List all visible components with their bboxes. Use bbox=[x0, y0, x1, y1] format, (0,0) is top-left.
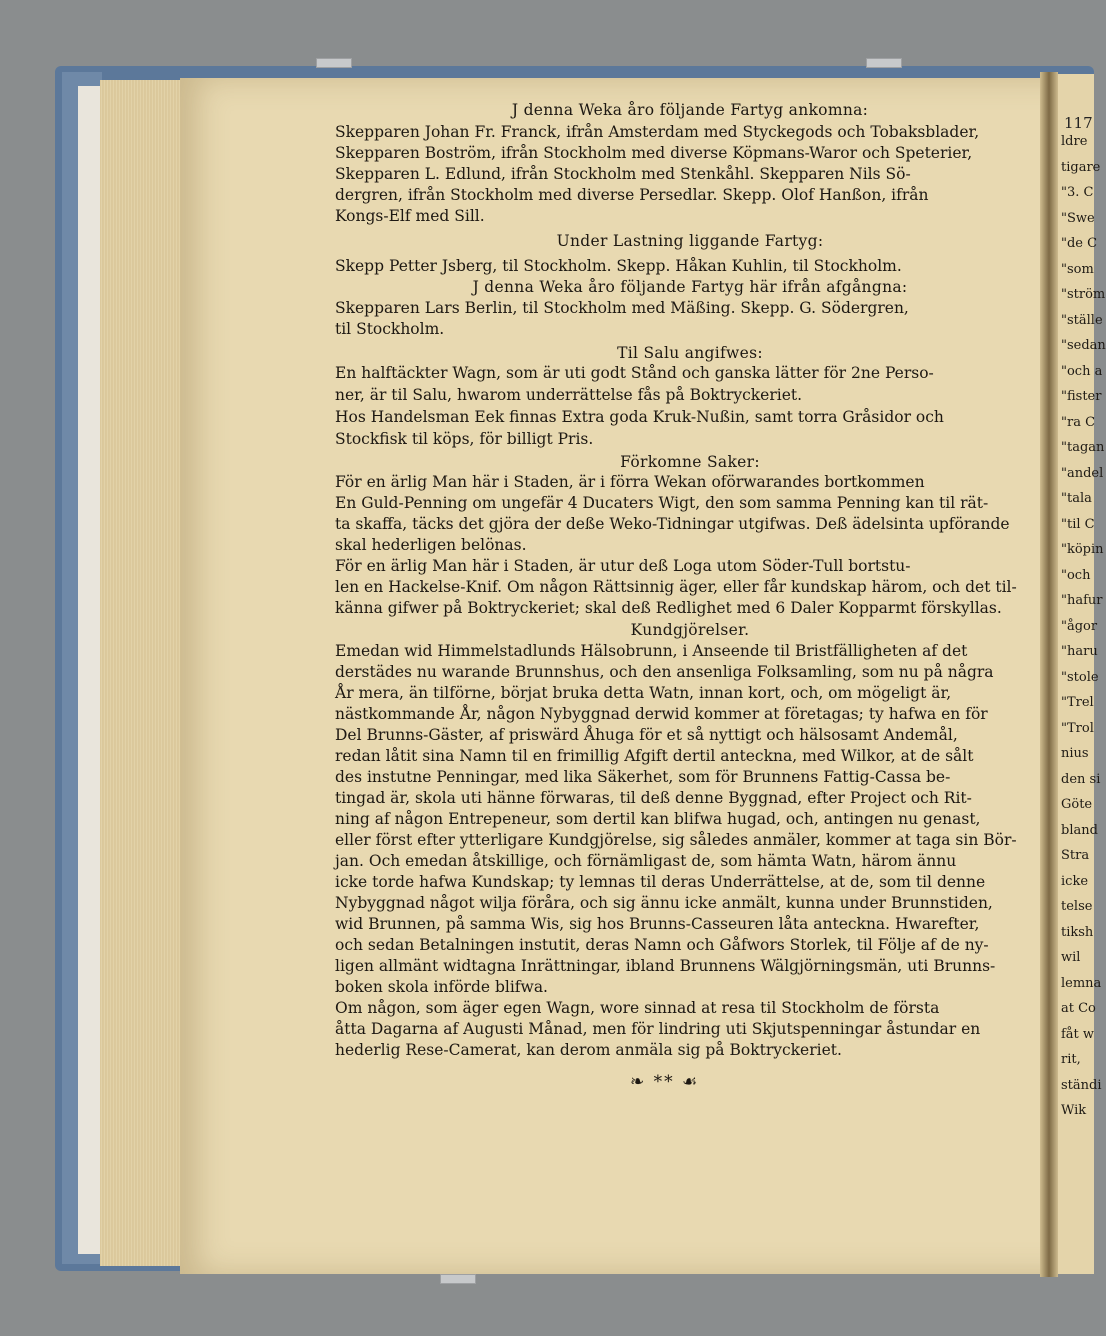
text-line: Stockfisk til köps, för billigt Pris. bbox=[335, 430, 594, 448]
facing-page-fragment: "3. C bbox=[1061, 185, 1094, 200]
text-line: Emedan wid Himmelstadlunds Hälsobrunn, i Anseende til Bristfälligheten af det bbox=[335, 642, 968, 660]
text-line: En Guld-Penning om ungefär 4 Ducaters Wigt, den som samma Penning kan til rät- bbox=[335, 494, 989, 512]
page-clip-bottom bbox=[440, 1274, 476, 1284]
text-line: Hos Handelsman Eek finnas Extra goda Kruk-Nußin, samt torra Gråsidor och bbox=[335, 408, 944, 426]
text-line: Skepparen Boström, ifrån Stockholm med diverse Köpmans-Waror och Speterier, bbox=[335, 144, 973, 162]
facing-page-fragment: ständi bbox=[1061, 1077, 1102, 1093]
facing-page-fragment: "tala bbox=[1061, 491, 1092, 506]
text-line: til Stockholm. bbox=[335, 320, 445, 338]
facing-page-fragment: icke bbox=[1061, 873, 1089, 889]
facing-page-fragment: "Swe bbox=[1061, 210, 1095, 226]
facing-page-fragment: rit, bbox=[1061, 1052, 1081, 1067]
facing-page-fragment: "haru bbox=[1061, 644, 1098, 659]
facing-page-fragment: "Trel bbox=[1061, 695, 1094, 710]
endpaper-edge bbox=[78, 86, 102, 1254]
text-line: redan låtit sina Namn til en frimillig Afgift dertil anteckna, med Wilkor, at de sålt bbox=[335, 747, 974, 765]
page-number: 117 bbox=[1064, 114, 1093, 132]
section-heading: Förkomne Saker: bbox=[620, 453, 760, 471]
section-heading: J denna Weka åro följande Fartyg här ifrån afgångna: bbox=[472, 278, 908, 296]
page-stack bbox=[100, 80, 190, 1266]
facing-page-fragment: "ågor bbox=[1061, 618, 1098, 634]
facing-page-fragment: ldre bbox=[1061, 134, 1088, 149]
text-line: För en ärlig Man här i Staden, är utur deß Loga utom Söder-Tull bortstu- bbox=[335, 557, 911, 575]
facing-page-fragment: lemna bbox=[1061, 975, 1102, 991]
text-line: känna gifwer på Boktryckeriet; skal deß Redlighet med 6 Daler Kopparmt förskyllas. bbox=[335, 599, 1002, 617]
text-line: ner, är til Salu, hwarom underrättelse fås på Boktryckeriet. bbox=[335, 386, 803, 404]
text-line: wid Brunnen, på samma Wis, sig hos Brunns-Casseuren låta anteckna. Hwarefter, bbox=[335, 915, 980, 933]
text-line: År mera, än tilförne, börjat bruka detta Watn, innan kort, och, om mögeligt är, bbox=[335, 684, 952, 702]
facing-page-fragment: "ställe bbox=[1061, 312, 1103, 328]
facing-page-fragment: bland bbox=[1061, 822, 1098, 838]
facing-page-fragment: "som bbox=[1061, 261, 1094, 277]
section-heading: Under Lastning liggande Fartyg: bbox=[556, 232, 824, 250]
text-line: derstädes nu warande Brunnshus, och den ansenliga Folksamling, som nu på några bbox=[335, 663, 994, 681]
facing-page-fragment: "köpin bbox=[1061, 542, 1104, 557]
facing-page-fragment: at Co bbox=[1061, 1001, 1096, 1016]
facing-page-fragment: "stole bbox=[1061, 669, 1099, 685]
facing-page-fragment: "ström bbox=[1061, 287, 1106, 302]
text-line: Skepparen Lars Berlin, til Stockholm med Mäßing. Skepp. G. Södergren, bbox=[335, 299, 909, 317]
facing-page-fragment: "tagan bbox=[1061, 440, 1105, 455]
text-line: Kongs-Elf med Sill. bbox=[335, 207, 485, 225]
text-line: Del Brunns-Gäster, af priswärd Åhuga för et så nyttigt och hälsosamt Andemål, bbox=[335, 726, 958, 744]
facing-page-fragment: "andel bbox=[1061, 465, 1104, 481]
text-line: len en Hackelse-Knif. Om någon Rättsinnig äger, eller får kundskap härom, och det til- bbox=[335, 578, 1017, 596]
facing-page-fragment: tigare bbox=[1061, 159, 1101, 175]
text-line: För en ärlig Man här i Staden, är i förra Wekan oförwarandes bortkommen bbox=[335, 473, 925, 491]
text-line: skal hederligen belönas. bbox=[335, 536, 527, 554]
facing-page-fragment: "til C bbox=[1061, 516, 1095, 532]
text-line: Om någon, som äger egen Wagn, wore sinnad at resa til Stockholm de första bbox=[335, 999, 940, 1017]
text-line: Skepparen L. Edlund, ifrån Stockholm med Stenkåhl. Skepparen Nils Sö- bbox=[335, 165, 911, 183]
facing-page-fragment: Göte bbox=[1061, 797, 1093, 812]
facing-page-fragment: nius bbox=[1061, 746, 1089, 761]
facing-page-fragment: "Trol bbox=[1061, 720, 1094, 736]
facing-page-fragment: "och bbox=[1061, 567, 1091, 583]
text-line: ligen allmänt widtagna Inrättningar, ibland Brunnens Wälgjörningsmän, uti Brunns- bbox=[335, 957, 996, 975]
facing-page-fragment: tiksh bbox=[1061, 924, 1094, 940]
text-line: tingad är, skola uti hänne förwaras, til deß denne Byggnad, efter Project och Rit- bbox=[335, 789, 972, 807]
facing-page-fragment: "ra C bbox=[1061, 414, 1096, 430]
text-line: ta skaffa, täcks det gjöra der deße Weko-Tidningar utgifwas. Deß ädelsinta upförande bbox=[335, 515, 1010, 533]
section-heading: Kundgjörelser. bbox=[630, 621, 750, 639]
facing-page-fragment: wil bbox=[1061, 950, 1081, 965]
facing-page-fragment: den si bbox=[1061, 771, 1101, 787]
text-line: icke torde hafwa Kundskap; ty lemnas til deras Underrättelse, at de, som til denne bbox=[335, 873, 986, 891]
facing-page-fragment: "de C bbox=[1061, 236, 1098, 251]
text-line: Skepparen Johan Fr. Franck, ifrån Amsterdam med Styckegods och Tobaksblader, bbox=[335, 123, 980, 141]
section-heading: Til Salu angifwes: bbox=[617, 344, 763, 362]
text-line: hederlig Rese-Camerat, kan derom anmäla sig på Boktryckeriet. bbox=[335, 1041, 842, 1059]
section-heading: J denna Weka åro följande Fartyg ankomna: bbox=[511, 101, 869, 119]
page-clip-right bbox=[866, 58, 902, 68]
facing-page-fragment: Stra bbox=[1061, 848, 1090, 863]
facing-page-fragment: "fister bbox=[1061, 389, 1102, 404]
facing-page-fragment: "och a bbox=[1061, 363, 1103, 379]
facing-page-fragment: fåt w bbox=[1061, 1026, 1095, 1042]
text-line: des instutne Penningar, med lika Säkerhet, som för Brunnens Fattig-Cassa be- bbox=[335, 768, 951, 786]
text-line: åtta Dagarna af Augusti Månad, men för lindring uti Skjutspenningar åstundar en bbox=[335, 1020, 981, 1038]
page-clip-left bbox=[316, 58, 352, 68]
text-line: En halftäckter Wagn, som är uti godt Stånd och ganska lätter för 2ne Perso- bbox=[335, 364, 934, 382]
facing-page bbox=[1058, 74, 1106, 1274]
text-line: eller först efter ytterligare Kundgjörelse, sig således anmäler, kommer at taga sin Bör- bbox=[335, 831, 1017, 849]
facing-page-fragment: Wik bbox=[1061, 1103, 1087, 1118]
text-line: Nybyggnad något wilja föråra, och sig ännu icke anmält, kunna under Brunnstiden, bbox=[335, 894, 993, 912]
facing-page-fragment: "sedan bbox=[1061, 338, 1106, 353]
text-line: nästkommande År, någon Nybyggnad derwid kommer at företagas; ty hafwa en för bbox=[335, 705, 988, 723]
text-line: och sedan Betalningen instutit, deras Namn och Gåfwors Storlek, til Följe af de ny- bbox=[335, 936, 989, 954]
facing-page-fragment: "hafur bbox=[1061, 593, 1103, 608]
ornament: ❧ ** ☙ bbox=[630, 1072, 700, 1092]
text-line: Skepp Petter Jsberg, til Stockholm. Skepp. Håkan Kuhlin, til Stockholm. bbox=[335, 257, 902, 275]
text-line: jan. Och emedan åtskillige, och förnämligast de, som hämta Watn, härom ännu bbox=[335, 852, 957, 870]
facing-page-fragment: telse bbox=[1061, 899, 1093, 914]
text-line: boken skola införde blifwa. bbox=[335, 978, 548, 996]
text-line: ning af någon Entrepeneur, som dertil kan blifwa hugad, och, antingen nu genast, bbox=[335, 810, 981, 828]
text-line: dergren, ifrån Stockholm med diverse Persedlar. Skepp. Olof Hanßon, ifrån bbox=[335, 186, 929, 204]
